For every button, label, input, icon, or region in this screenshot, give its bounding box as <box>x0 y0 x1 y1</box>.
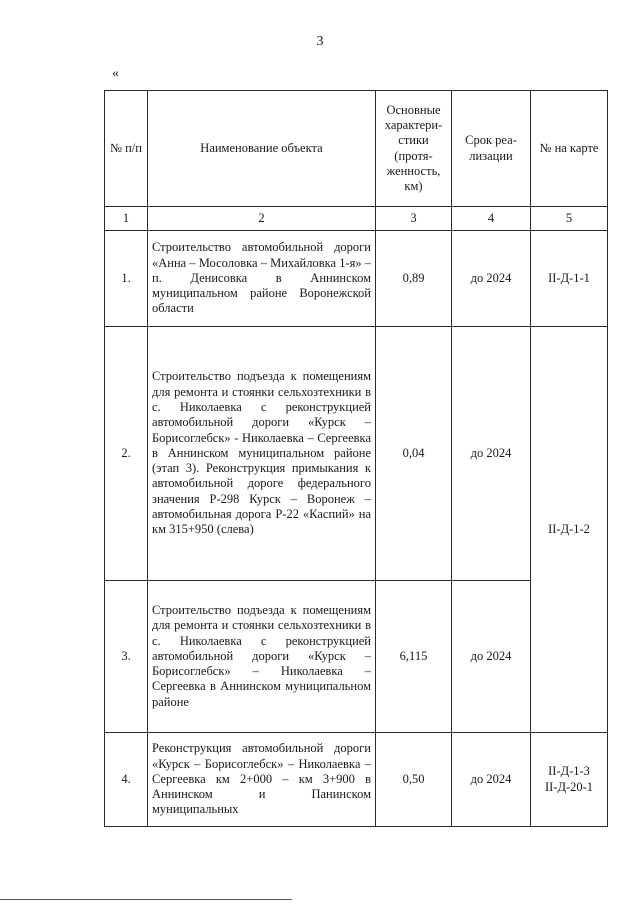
objects-table <box>104 90 608 827</box>
row-term: до 2024 <box>452 231 531 327</box>
column-number: 5 <box>531 207 608 231</box>
row-num: 4. <box>105 733 148 827</box>
row-num: 3. <box>105 581 148 733</box>
row-object-name: Строительство автомобильной дороги «Анна – Мосоловка – Михайловка 1-я» – п. Денисовка в Аннинском муниципальном районе Воронежской области <box>148 231 376 327</box>
header-name: Наименование объекта <box>148 91 376 207</box>
table-row <box>105 231 608 327</box>
row-map-number: II-Д-1-2 <box>531 327 608 733</box>
table-row <box>105 733 608 827</box>
column-number-row <box>105 207 608 231</box>
row-object-name: Строительство подъезда к помещениям для ремонта и стоянки сельхозтехники в с. Николаевка с реконструкцией автомобильной дороги «Курск – Борисоглебск» – Николаевка – Сергеевка в Аннинском муниципальном районе <box>148 581 376 733</box>
column-number: 2 <box>148 207 376 231</box>
column-number: 1 <box>105 207 148 231</box>
page-number: 3 <box>316 34 324 49</box>
row-map-number <box>531 733 608 827</box>
footer-rule <box>0 899 292 900</box>
row-object-name: Строительство подъезда к помещениям для ремонта и стоянки сельхозтехники в с. Николаевка с реконструкцией автомобильной дороги «Курск – Борисоглебск» - Николаевка – Сергеевка в Аннинском муниципальном районе (этап 3). Реконструкция примыкания к автомобильной дороге федерального значения Р-298 Курск – Воронеж – автомобильная дорога Р-22 «Каспий» на км 315+950 (слева) <box>148 327 376 581</box>
map-number-line: II-Д-1-3 <box>548 764 590 779</box>
opening-quote-mark: « <box>112 66 119 81</box>
header-term: Срок реа-лизации <box>452 91 531 207</box>
table-row <box>105 327 608 581</box>
map-number-line: II-Д-20-1 <box>544 779 594 794</box>
row-length: 0,89 <box>376 231 452 327</box>
row-map-number: II-Д-1-1 <box>531 231 608 327</box>
column-number: 4 <box>452 207 531 231</box>
row-object-name: Реконструкция автомобильной дороги «Курск – Борисоглебск» – Николаевка – Сергеевка км 2+000 – км 3+900 в Аннинском и Панинском муниципальных <box>148 733 376 827</box>
header-num: № п/п <box>105 91 148 207</box>
row-num: 1. <box>105 231 148 327</box>
row-num: 2. <box>105 327 148 581</box>
row-length: 0,04 <box>376 327 452 581</box>
row-term: до 2024 <box>452 733 531 827</box>
row-length: 0,50 <box>376 733 452 827</box>
header-map: № на карте <box>531 91 608 207</box>
row-length: 6,115 <box>376 581 452 733</box>
column-number: 3 <box>376 207 452 231</box>
table-header-row <box>105 91 608 207</box>
row-term: до 2024 <box>452 327 531 581</box>
header-characteristics: Основные характери-стики (протя-женность, км) <box>376 91 452 207</box>
row-term: до 2024 <box>452 581 531 733</box>
